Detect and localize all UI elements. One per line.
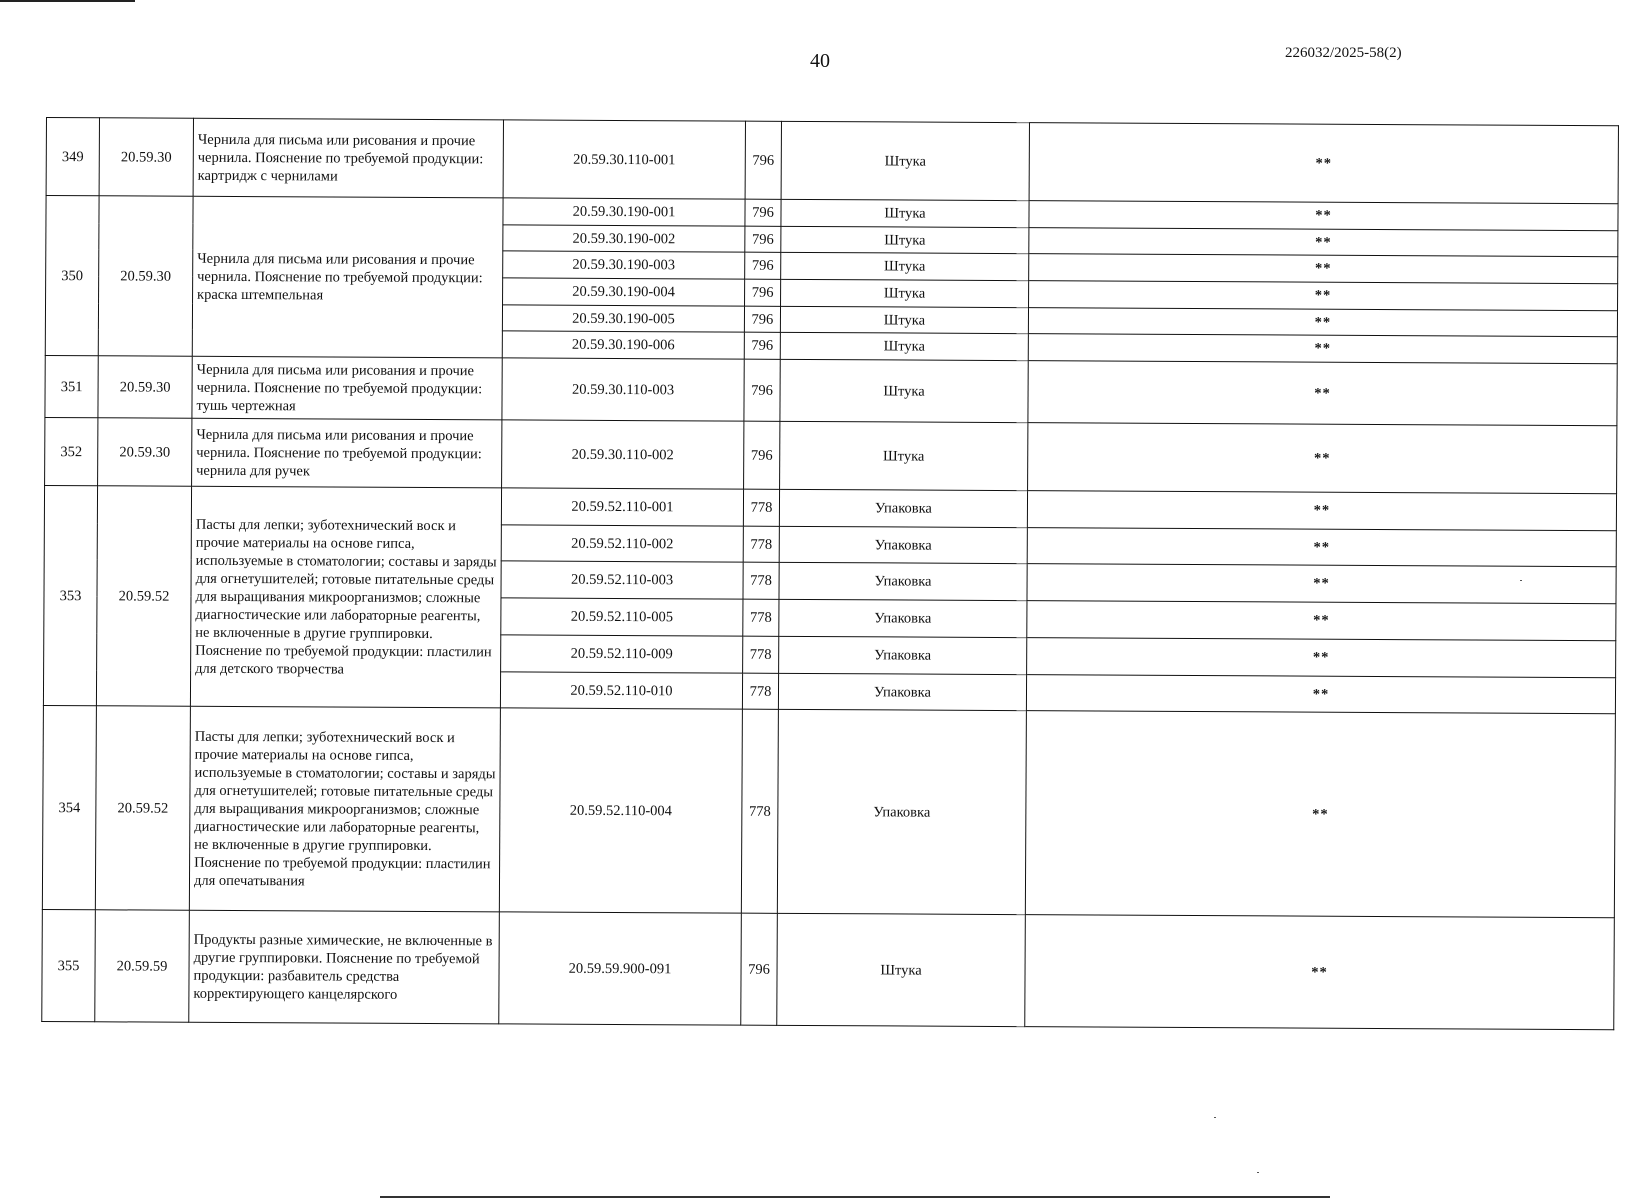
okpd-code-cell: 20.59.30 (98, 196, 193, 356)
mark-cell: ** (1027, 564, 1616, 604)
ktru-code-cell: 20.59.52.110-005 (501, 598, 743, 636)
okei-code-cell: 796 (745, 252, 781, 279)
okei-code-cell: 778 (743, 562, 779, 599)
unit-name-cell: Упаковка (779, 636, 1027, 674)
unit-name-cell: Упаковка (778, 673, 1026, 710)
unit-name-cell: Штука (780, 359, 1028, 422)
mark-cell: ** (1027, 491, 1616, 531)
table-row (42, 705, 1615, 917)
okei-code-cell: 778 (741, 709, 778, 913)
page-number: 40 (810, 50, 830, 72)
ktru-code-cell: 20.59.30.190-005 (502, 305, 744, 332)
mark-cell: ** (1028, 308, 1617, 337)
mark-cell: ** (1025, 711, 1615, 918)
okei-code-cell: 796 (745, 279, 781, 306)
okei-code-cell: 796 (745, 226, 781, 252)
unit-name-cell: Штука (780, 332, 1028, 360)
unit-name-cell: Упаковка (777, 709, 1026, 914)
scan-speck (1257, 1172, 1259, 1173)
okei-code-cell: 796 (741, 913, 778, 1025)
row-number-cell: 351 (45, 355, 98, 417)
unit-name-cell: Штука (780, 306, 1028, 333)
product-description-cell: Пасты для лепки; зуботехнический воск и прочие материалы на основе гипса, используемые в стоматологии; составы и заряды для огнетушителей; готовые питательные среды для выращивания микроорганизмов; сложные диагностические или лабораторные реагенты, не включенные в другие группировки. Пояснение по требуемой продукции: пластилин для опечатывания (189, 706, 500, 912)
okei-code-cell: 778 (742, 673, 778, 709)
document-reference-number: 226032/2025-58(2) (1285, 45, 1402, 61)
unit-name-cell: Упаковка (779, 562, 1027, 600)
okpd-code-cell: 20.59.52 (95, 706, 190, 910)
okei-code-cell: 796 (744, 332, 780, 359)
ktru-code-cell: 20.59.30.110-001 (503, 120, 745, 199)
mark-cell: ** (1029, 123, 1618, 204)
table-row (45, 417, 1617, 493)
table-row (42, 909, 1615, 1029)
row-number-cell: 349 (46, 118, 99, 196)
unit-name-cell: Штука (780, 421, 1028, 490)
table-row (46, 118, 1618, 204)
unit-name-cell: Штука (781, 279, 1029, 307)
unit-name-cell: Упаковка (779, 526, 1027, 563)
table-row (45, 355, 1617, 425)
ktru-code-cell: 20.59.30.190-006 (502, 331, 744, 359)
okpd-code-cell: 20.59.30 (98, 356, 192, 418)
mark-cell: ** (1029, 254, 1618, 284)
mark-cell: ** (1029, 201, 1618, 231)
okei-code-cell: 778 (743, 636, 779, 673)
unit-name-cell: Штука (781, 199, 1029, 227)
unit-name-cell: Штука (781, 226, 1029, 253)
ktru-code-cell: 20.59.52.110-003 (501, 561, 743, 599)
ktru-code-cell: 20.59.52.110-004 (499, 708, 742, 913)
ktru-code-cell: 20.59.30.190-002 (503, 225, 745, 252)
scan-speck (1214, 1117, 1216, 1118)
okei-code-cell: 796 (744, 421, 780, 489)
mark-cell: ** (1027, 601, 1616, 641)
specification-table-body (42, 118, 1619, 1030)
okei-code-cell: 778 (743, 599, 779, 636)
bottom-scan-line (380, 1196, 1330, 1198)
row-number-cell: 355 (42, 909, 96, 1021)
mark-cell: ** (1025, 915, 1615, 1030)
product-description-cell: Чернила для письма или рисования и прочие чернила. Пояснение по требуемой продукции: чернила для ручек (192, 418, 502, 488)
mark-cell: ** (1028, 334, 1617, 364)
product-description-cell: Чернила для письма или рисования и прочие чернила. Пояснение по требуемой продукции: краска штемпельная (192, 196, 503, 358)
row-number-cell: 353 (43, 485, 97, 705)
table-row (44, 485, 1616, 530)
okpd-code-cell: 20.59.30 (99, 118, 193, 196)
okei-code-cell: 796 (744, 359, 780, 421)
okpd-code-cell: 20.59.30 (98, 418, 192, 486)
ktru-code-cell: 20.59.52.110-009 (501, 635, 743, 673)
okei-code-cell: 796 (745, 199, 781, 226)
specification-sheet (41, 117, 1618, 1050)
unit-name-cell: Упаковка (779, 489, 1027, 527)
okpd-code-cell: 20.59.59 (95, 910, 190, 1022)
row-number-cell: 354 (42, 705, 96, 909)
ktru-code-cell: 20.59.52.110-002 (501, 525, 743, 562)
mark-cell: ** (1027, 528, 1616, 567)
product-description-cell: Чернила для письма или рисования и прочие чернила. Пояснение по требуемой продукции: тушь чертежная (192, 356, 502, 420)
okpd-code-cell: 20.59.52 (96, 486, 191, 706)
okei-code-cell: 778 (743, 489, 779, 526)
mark-cell: ** (1028, 423, 1617, 494)
row-number-cell: 350 (45, 196, 99, 356)
ktru-code-cell: 20.59.30.190-003 (503, 251, 745, 279)
ktru-code-cell: 20.59.30.110-002 (502, 420, 744, 489)
product-description-cell: Чернила для письма или рисования и прочие чернила. Пояснение по требуемой продукции: картридж с чернилами (193, 118, 503, 198)
unit-name-cell: Штука (781, 252, 1029, 280)
mark-cell: ** (1029, 228, 1618, 257)
ktru-code-cell: 20.59.30.110-003 (502, 358, 744, 421)
ktru-code-cell: 20.59.30.190-004 (503, 278, 745, 306)
okei-code-cell: 796 (744, 306, 780, 332)
mark-cell: ** (1027, 638, 1616, 678)
ktru-code-cell: 20.59.52.110-010 (500, 672, 742, 709)
okei-code-cell: 778 (743, 526, 779, 562)
mark-cell: ** (1028, 361, 1617, 426)
okei-code-cell: 796 (745, 121, 781, 199)
mark-cell: ** (1029, 281, 1618, 311)
row-number-cell: 352 (45, 417, 98, 485)
product-description-cell: Пасты для лепки; зуботехнический воск и прочие материалы на основе гипса, используемые в стоматологии; составы и заряды для огнетушителей; готовые питательные среды для выращивания микроорганизмов; сложные диагностические или лабораторные реагенты, не включенные в другие группировки. Пояснение по требуемой продукции: пластилин для детского творчества (190, 486, 501, 708)
unit-name-cell: Упаковка (779, 599, 1027, 637)
product-description-cell: Продукты разные химические, не включенные в другие группировки. Пояснение по требуемой продукции: разбавитель средства корректирующего канцелярского (189, 910, 500, 1024)
mark-cell: ** (1026, 675, 1615, 714)
ktru-code-cell: 20.59.30.190-001 (503, 198, 745, 226)
scan-edge-line (0, 0, 135, 2)
scan-speck (1520, 580, 1522, 581)
specification-table (41, 117, 1619, 1030)
unit-name-cell: Штука (777, 913, 1026, 1026)
unit-name-cell: Штука (781, 121, 1029, 200)
ktru-code-cell: 20.59.59.900-091 (499, 912, 742, 1025)
ktru-code-cell: 20.59.52.110-001 (501, 488, 743, 526)
